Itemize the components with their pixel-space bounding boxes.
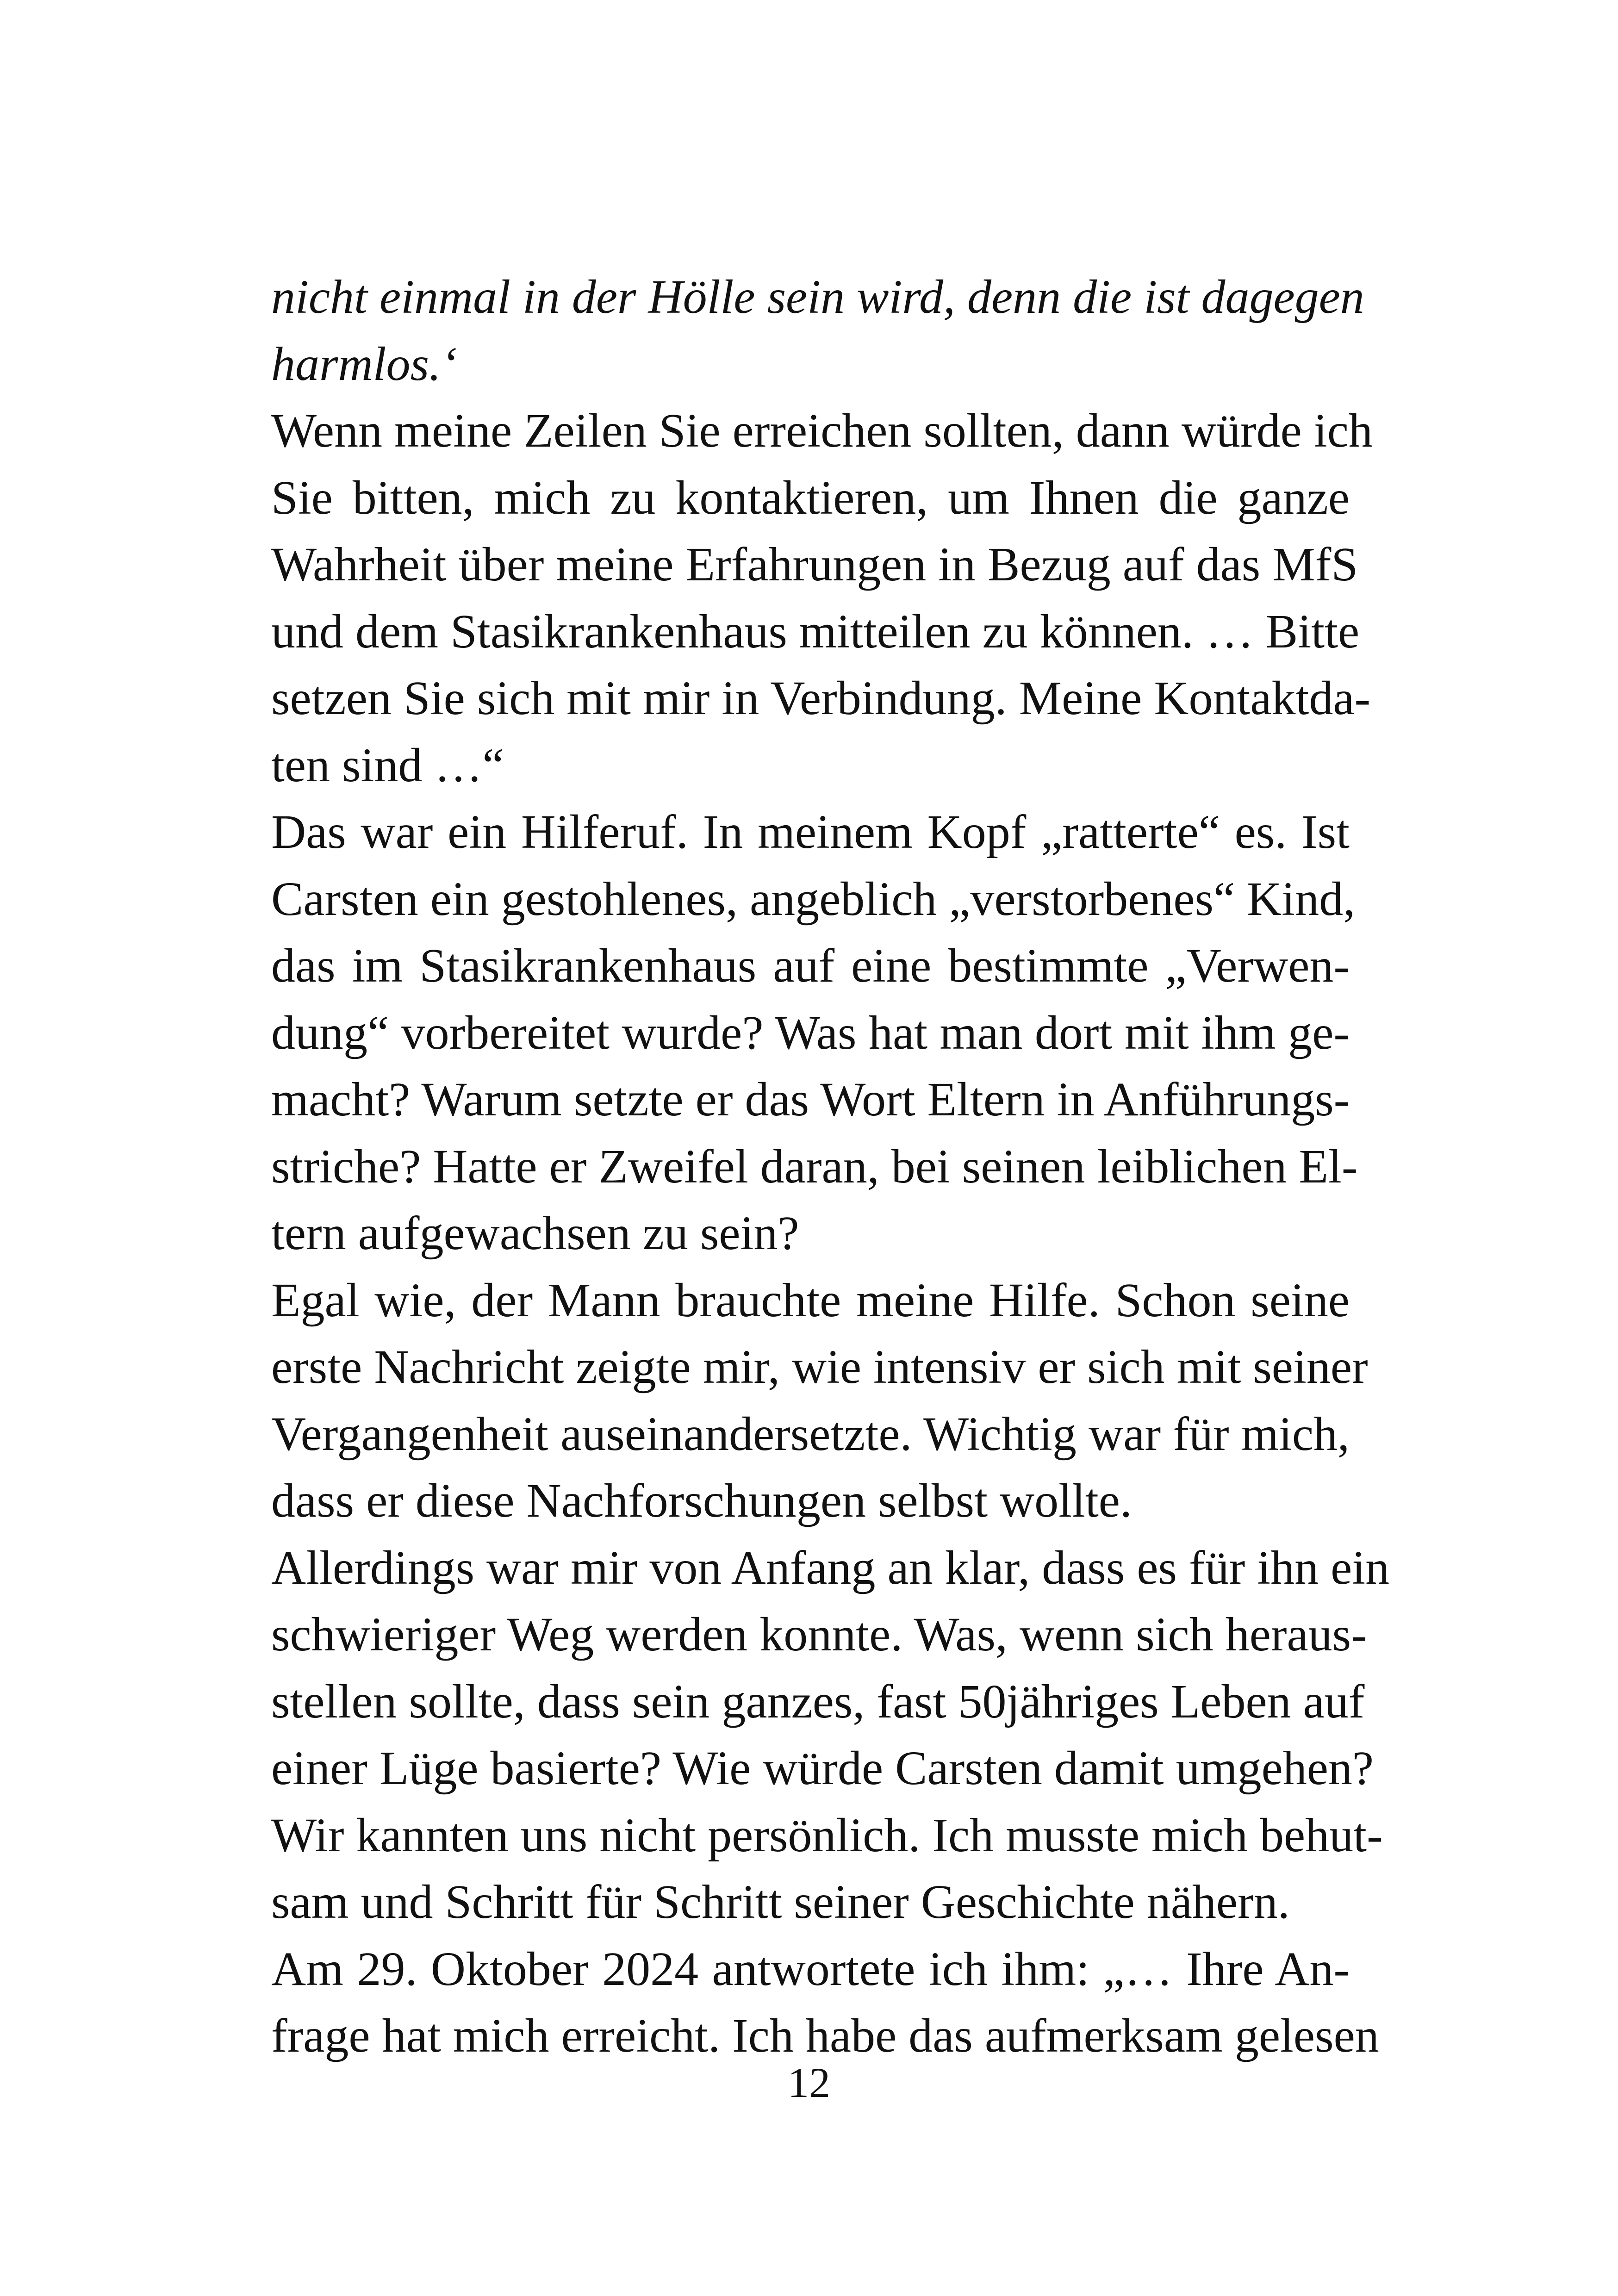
text-line: erste Nachricht zeigte mir, wie intensiv er sich mit seiner bbox=[271, 1340, 1368, 1394]
text-line: einer Lüge basierte? Wie würde Carsten damit umgehen? bbox=[271, 1742, 1374, 1795]
text-line: Allerdings war mir von Anfang an klar, dass es für ihn ein bbox=[271, 1541, 1390, 1594]
text-line: dass er diese Nachforschungen selbst wollte. bbox=[271, 1474, 1132, 1527]
paragraph bbox=[271, 398, 1373, 799]
text-line: dung“ vorbereitet wurde? Was hat man dort mit ihm ge- bbox=[271, 1006, 1350, 1059]
text-line: schwieriger Weg werden konnte. Was, wenn sich heraus- bbox=[271, 1608, 1367, 1661]
text-line: Wahrheit über meine Erfahrungen in Bezug auf das MfS bbox=[271, 538, 1358, 591]
text-line: Das war ein Hilferuf. In meinem Kopf „ratterte“ es. Ist bbox=[271, 805, 1350, 859]
text-line: nicht einmal in der Hölle sein wird, denn die ist dagegen bbox=[271, 270, 1364, 324]
text-line: stellen sollte, dass sein ganzes, fast 50jähriges Leben auf bbox=[271, 1674, 1365, 1728]
text-line: harmlos.‘ bbox=[271, 337, 457, 391]
text-line: das im Stasikrankenhaus auf eine bestimmte „Verwen- bbox=[271, 939, 1350, 992]
paragraph bbox=[271, 1267, 1368, 1535]
text-line: striche? Hatte er Zweifel daran, bei seinen leiblichen El- bbox=[271, 1139, 1358, 1193]
paragraph bbox=[271, 1936, 1379, 2070]
text-line: Carsten ein gestohlenes, angeblich „verstorbenes“ Kind, bbox=[271, 872, 1356, 926]
text-line: sam und Schritt für Schritt seiner Geschichte nähern. bbox=[271, 1875, 1290, 1929]
text-line: und dem Stasikrankenhaus mitteilen zu können. … Bitte bbox=[271, 604, 1360, 658]
text-line: Egal wie, der Mann brauchte meine Hilfe. Schon seine bbox=[271, 1273, 1350, 1327]
text-line: Am 29. Oktober 2024 antwortete ich ihm: „… Ihre An- bbox=[271, 1942, 1350, 1996]
text-line: setzen Sie sich mit mir in Verbindung. Meine Kontaktda- bbox=[271, 672, 1371, 725]
paragraph bbox=[271, 1535, 1390, 1936]
body-text bbox=[271, 264, 1390, 2070]
page-number: 12 bbox=[788, 2059, 830, 2106]
paragraph bbox=[271, 264, 1364, 398]
text-line: ten sind …“ bbox=[271, 738, 504, 792]
text-line: Vergangenheit auseinandersetzte. Wichtig war für mich, bbox=[271, 1407, 1350, 1461]
paragraph bbox=[271, 799, 1358, 1267]
text-line: Wenn meine Zeilen Sie erreichen sollten, dann würde ich bbox=[271, 404, 1373, 457]
text-line: Sie bitten, mich zu kontaktieren, um Ihnen die ganze bbox=[271, 471, 1350, 524]
text-line: tern aufgewachsen zu sein? bbox=[271, 1207, 799, 1260]
text-line: frage hat mich erreicht. Ich habe das aufmerksam gelesen bbox=[271, 2009, 1379, 2062]
text-line: macht? Warum setzte er das Wort Eltern in Anführungs- bbox=[271, 1073, 1350, 1126]
text-line: Wir kannten uns nicht persönlich. Ich musste mich behut- bbox=[271, 1808, 1383, 1862]
